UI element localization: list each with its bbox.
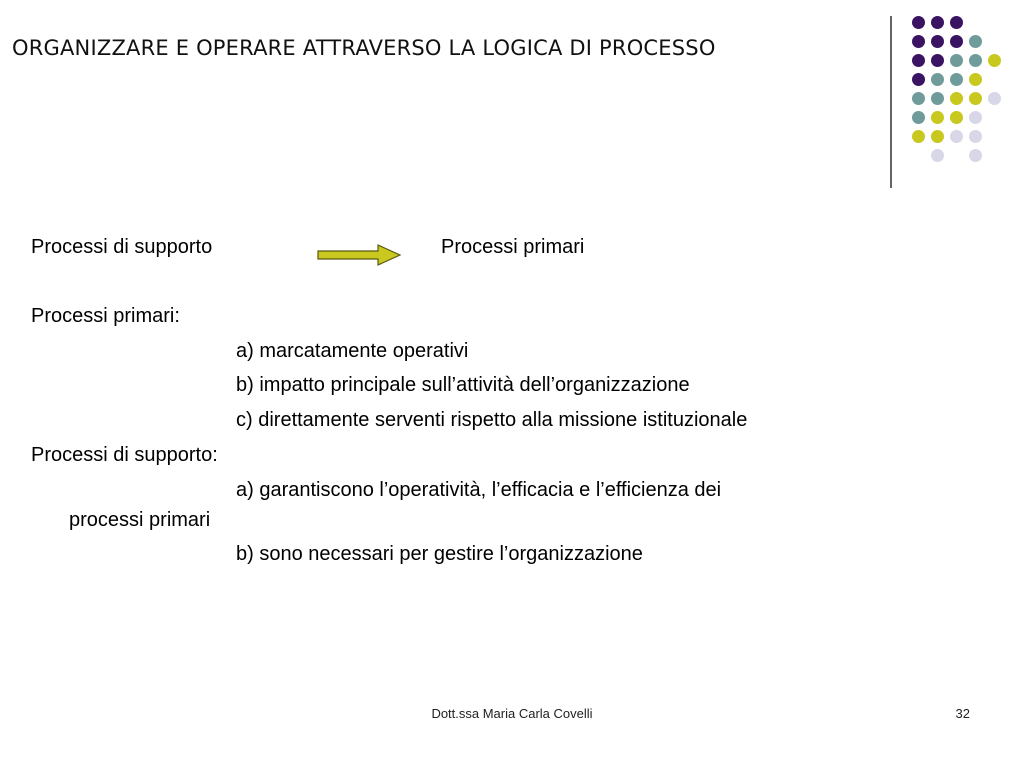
flow-to-label: Processi primari (441, 236, 585, 258)
primary-item-a: a) marcatamente operativi (236, 340, 469, 362)
support-item-a-line1: a) garantiscono l’operatività, l’efficacia e l’efficienza dei (236, 479, 722, 501)
support-item-a-line2: processi primari (69, 509, 211, 531)
right-arrow-icon (316, 244, 402, 266)
flow-from-label: Processi di supporto (31, 236, 213, 258)
primary-item-c: c) direttamente serventi rispetto alla missione istituzionale (236, 409, 748, 431)
page-number: 32 (955, 706, 970, 721)
primary-heading: Processi primari: (31, 305, 180, 327)
footer-author: Dott.ssa Maria Carla Covelli (431, 706, 593, 721)
primary-item-b: b) impatto principale sull’attività dell’organizzazione (236, 374, 690, 396)
support-heading: Processi di supporto: (31, 444, 218, 466)
support-item-b: b) sono necessari per gestire l’organizzazione (236, 543, 643, 565)
slide-title: ORGANIZZARE E OPERARE ATTRAVERSO LA LOGICA DI PROCESSO (12, 36, 716, 60)
